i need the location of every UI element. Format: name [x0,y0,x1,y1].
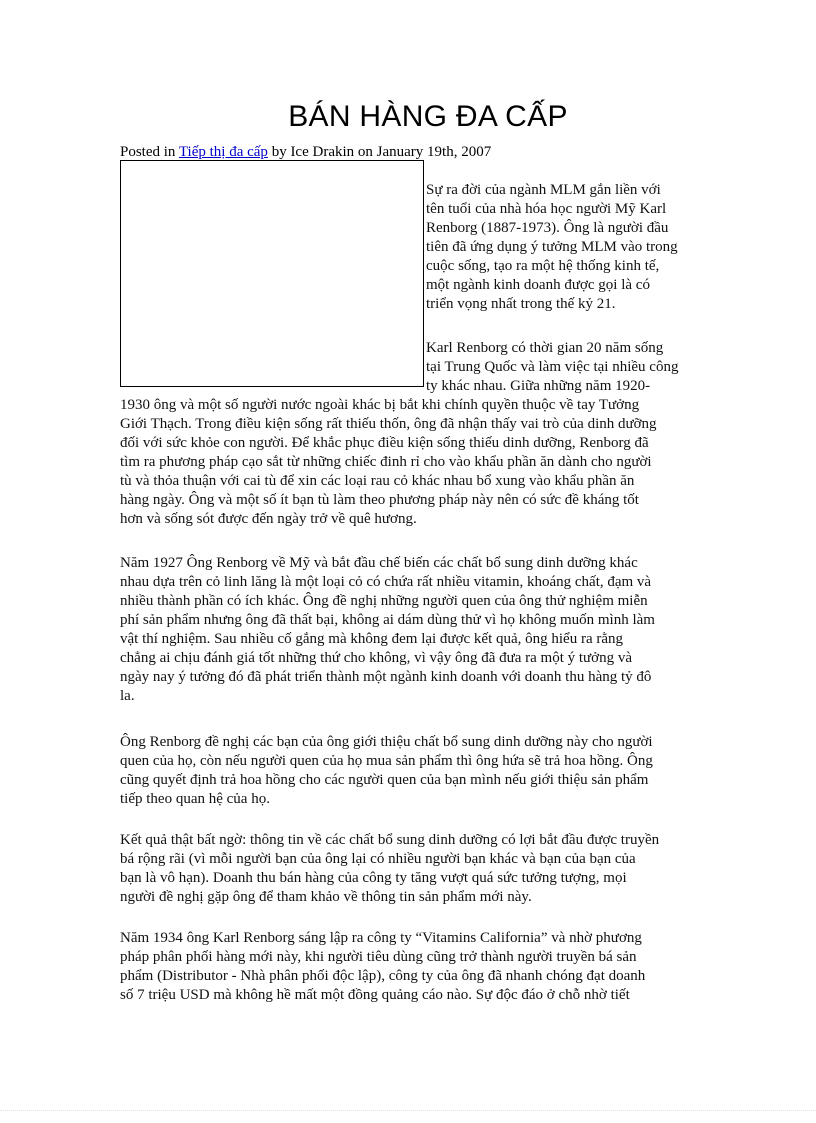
byline-prefix: Posted in [120,144,179,160]
text-line: ngày nay ý tưởng đó đã phát triển thành một ngành kinh doanh với doanh thu hàng tỷ đô [120,669,652,685]
text-line: đối với sức khỏe con người. Để khắc phục điều kiện sống thiếu dinh dưỡng, Renborg đã [120,435,649,451]
byline-suffix: by Ice Drakin on January 19th, 2007 [267,144,492,160]
text-line: tiên đã ứng dụng ý tưởng MLM vào trong [426,239,678,255]
text-line: Ông Renborg đề nghị các bạn của ông giới thiệu chất bổ sung dinh dưỡng này cho người [120,734,653,750]
text-line: số 7 triệu USD mà không hề mất một đồng quảng cáo nào. Sự độc đáo ở chỗ nhờ tiết [120,987,630,1003]
text-line: tù và thỏa thuận với cai tù để xin các loại rau cỏ khác nhau bổ xung vào khẩu phần ăn [120,473,635,489]
text-line: cuộc sống, tạo ra một hệ thống kinh tế, [426,258,660,274]
text-line: bạn là vô hạn). Doanh thu bán hàng của công ty tăng vượt quá sức tưởng tượng, mọi [120,870,627,886]
page-title: BÁN HÀNG ĐA CẤP [288,100,568,133]
text-line: pháp phân phối hàng mới này, khi người tiêu dùng cũng trở thành người truyền bá sản [120,949,637,965]
text-line: Giới Thạch. Trong điều kiện sống rất thiếu thốn, ông đã nhận thấy vai trò của dinh dưỡng [120,416,657,432]
text-line: phẩm (Distributor - Nhà phân phối độc lập), công ty của ông đã nhanh chóng đạt doanh [120,968,646,984]
text-line: Renborg (1887-1973). Ông là người đầu [426,220,669,236]
category-link[interactable]: Tiếp thị đa cấp [178,144,268,160]
text-line: nhiều thành phần có ích khác. Ông đề nghị những người quen của ông thử nghiệm miễn [120,593,648,609]
text-line: một ngành kinh doanh được gọi là có [426,277,650,293]
text-line: quen của họ, còn nếu người quen của họ mua sản phẩm thì ông hứa sẽ trả hoa hồng. Ông [120,753,653,769]
text-line: vật thí nghiệm. Sau nhiều cố gắng mà không đem lại được kết quả, ông hiểu ra rằng [120,631,624,647]
text-line: nhau dựa trên cỏ linh lăng là một loại cỏ có chứa rất nhiều vitamin, khoáng chất, đạm và [120,574,652,590]
post-byline [120,144,491,161]
text-line: người đề nghị gặp ông để tham khảo về thông tin sản phẩm mới này. [120,889,532,905]
text-line: Karl Renborg có thời gian 20 năm sống [426,340,664,356]
text-line: hàng ngày. Ông và một số ít bạn tù làm theo phương pháp này nên có sức đề kháng tốt [120,492,639,508]
article-image-placeholder [120,160,424,387]
text-line: ty khác nhau. Giữa những năm 1920- [426,378,651,394]
page-bottom-divider [0,1110,816,1112]
text-line: phí sản phẩm nhưng ông đã thất bại, không ai dám dùng thử vì họ không muốn mình làm [120,612,655,628]
text-line: chẳng ai chịu đánh giá tốt những thứ cho không, vì vậy ông đã đưa ra một ý tưởng và [120,650,633,666]
text-line: tiếp theo quan hệ của họ. [120,791,270,807]
text-line: Kết quả thật bất ngờ: thông tin về các chất bổ sung dinh dưỡng có lợi bắt đầu được truyền [120,832,660,848]
text-line: 1930 ông và một số người nước ngoài khác bị bắt khi chính quyền thuộc về tay Tưởng [120,397,640,413]
text-line: Năm 1927 Ông Renborg về Mỹ và bắt đầu chế biến các chất bổ sung dinh dưỡng khác [120,555,638,571]
text-line: Năm 1934 ông Karl Renborg sáng lập ra công ty “Vitamins California” và nhờ phương [120,930,642,946]
text-line: tại Trung Quốc và làm việc tại nhiều công [426,359,679,375]
text-line: cũng quyết định trả hoa hồng cho các người quen của bạn mình nếu giới thiệu sản phẩm [120,772,649,788]
text-line: triển vọng nhất trong thế kỷ 21. [426,296,616,312]
text-line: Sự ra đời của ngành MLM gắn liền với [426,182,661,198]
text-line: la. [120,688,135,704]
text-line: hơn và sống sót được đến ngày trở về quê hương. [120,511,417,527]
text-line: tên tuổi của nhà hóa học người Mỹ Karl [426,201,667,217]
text-line: bá rộng rãi (vì mỗi người bạn của ông lại có nhiều người bạn khác và bạn của bạn của [120,851,636,867]
text-line: tìm ra phương pháp cạo sắt từ những chiếc đinh rỉ cho vào khẩu phần ăn dành cho người [120,454,652,470]
